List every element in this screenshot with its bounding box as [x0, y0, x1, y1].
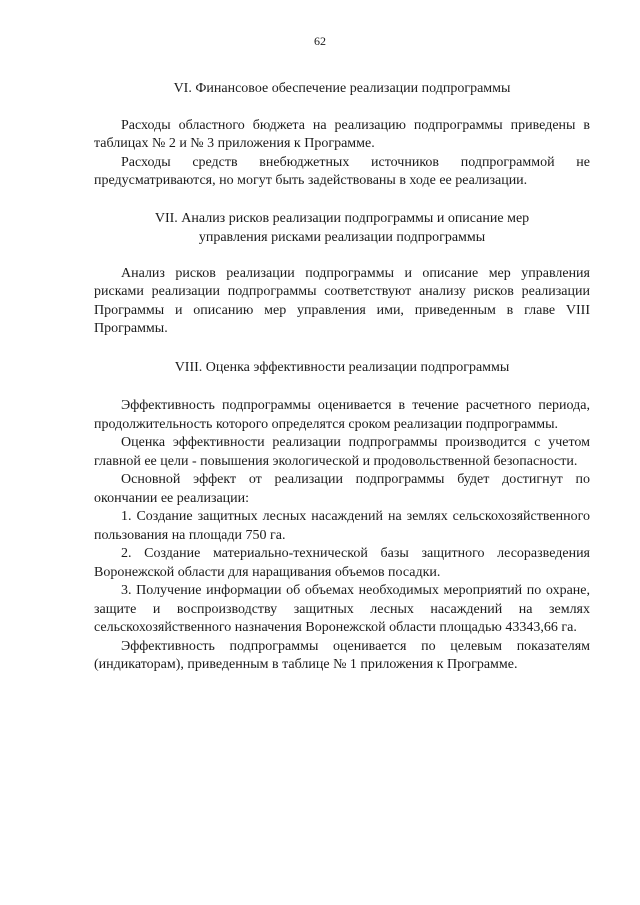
paragraph: Расходы областного бюджета на реализацию подпрограммы приведены в таблицах № 2 и № 3 приложения к Программе. [94, 117, 590, 151]
list-item: 1. Создание защитных лесных насаждений на землях сельскохозяйственного пользования на площади 750 га. [94, 509, 590, 543]
paragraph: Анализ рисков реализации подпрограммы и описание мер управления рисками реализации подпрограммы соответствуют анализу рисков реализации Программы и описанию мер управления ими, приведенным в главе VIII Программы. [94, 265, 590, 336]
paragraph: Оценка эффективности реализации подпрограммы производится с учетом главной ее цели - повышения экологической и продовольственной безопасности. [94, 435, 590, 469]
list-item: 2. Создание материально-технической базы защитного лесоразведения Воронежской области для наращивания объемов посадки. [94, 546, 590, 580]
section-heading-vi: VI. Финансовое обеспечение реализации подпрограммы [173, 81, 511, 96]
list-item: 3. Получение информации об объемах необходимых мероприятий по охране, защите и воспроизводству защитных лесных насаждений на землях сельскохозяйственного назначения Воронежской области площадью 43343,66 га. [94, 583, 590, 635]
page-number: 62 [314, 34, 326, 48]
section-heading-vii [94, 209, 590, 247]
paragraph: Эффективность подпрограммы оценивается в течение расчетного периода, продолжительность которого определятся сроком реализации подпрограммы. [94, 398, 590, 432]
page-content [94, 80, 590, 675]
paragraph: Эффективность подпрограммы оценивается по целевым показателям (индикаторам), приведенным в таблице № 1 приложения к Программе. [94, 638, 590, 672]
section-heading-vii-line1: VII. Анализ рисков реализации подпрограммы и описание мер [154, 210, 530, 226]
paragraph: Расходы средств внебюджетных источников подпрограммой не предусматриваются, но могут быть задействованы в ходе ее реализации. [94, 154, 590, 188]
section-heading-viii: VIII. Оценка эффективности реализации подпрограммы [174, 359, 510, 375]
section-heading-vii-line2: управления рисками реализации подпрограммы [198, 229, 486, 245]
paragraph: Основной эффект от реализации подпрограммы будет достигнут по окончании ее реализации: [94, 472, 590, 506]
